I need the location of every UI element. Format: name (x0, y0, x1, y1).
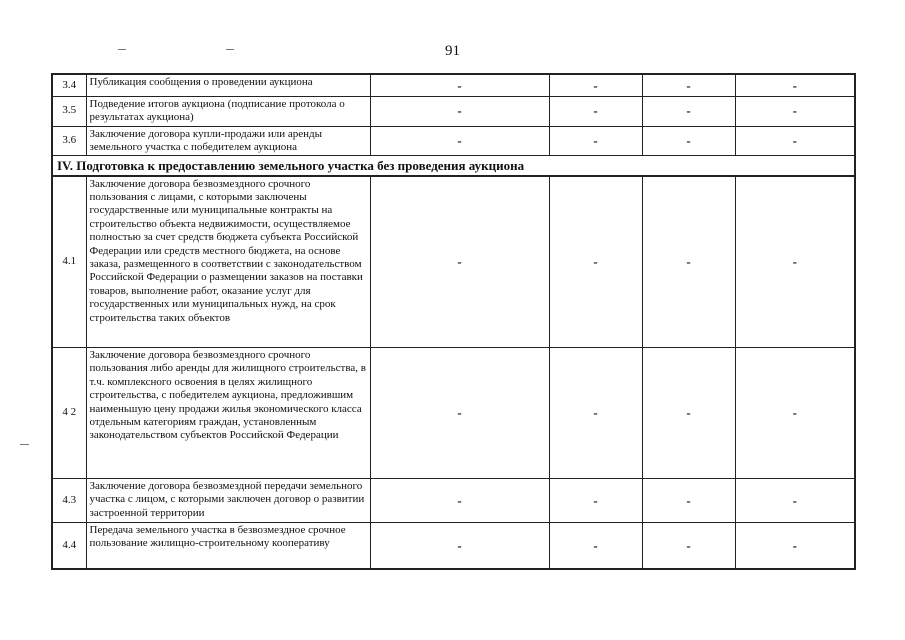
scan-mark (20, 444, 29, 445)
value-cell: - (370, 74, 549, 96)
value-cell: - (549, 348, 642, 479)
document-table (51, 73, 856, 570)
value-cell: - (549, 96, 642, 126)
row-description: Заключение договора безвозмездного срочного пользования с лицами, с которыми заключены государственные или муниципальные контракты на строительство объекта недвижимости, осуществляемое полностью за счет средств бюджета субъекта Российской Федерации или средств местного бюджета, на основе заказа, размещенного в соответствии с законодательством Российской Федерации о размещении заказов на поставки товаров, выполнение работ, оказание услуг для государственных или муниципальных нужд, на срок строительства таких объектов (86, 176, 370, 348)
value-cell: - (549, 126, 642, 155)
row-number: 3.5 (52, 96, 86, 126)
value-cell: - (642, 126, 735, 155)
table-row (52, 176, 855, 348)
row-description: Заключение договора купли-продажи или аренды земельного участка с победителем аукциона (86, 126, 370, 155)
value-cell: - (642, 96, 735, 126)
table-row (52, 348, 855, 479)
value-cell: - (735, 176, 855, 348)
value-cell: - (370, 348, 549, 479)
row-number: 3.6 (52, 126, 86, 155)
page-number: 91 (445, 43, 460, 59)
value-cell: - (735, 126, 855, 155)
row-number: 4.1 (52, 176, 86, 348)
value-cell: - (549, 479, 642, 523)
value-cell: - (735, 96, 855, 126)
value-cell: - (370, 96, 549, 126)
row-description: Публикация сообщения о проведении аукциона (86, 74, 370, 96)
row-number: 4.3 (52, 479, 86, 523)
scan-mark (118, 49, 126, 50)
row-number: 3.4 (52, 74, 86, 96)
row-number: 4 2 (52, 348, 86, 479)
row-description: Заключение договора безвозмездной передачи земельного участка с лицом, с которыми заключен договор о развитии застроенной территории (86, 479, 370, 523)
value-cell: - (735, 479, 855, 523)
table-row (52, 126, 855, 155)
row-description: Передача земельного участка в безвозмездное срочное пользование жилищно-строительному кооперативу (86, 523, 370, 569)
table-row (52, 74, 855, 96)
table-row (52, 479, 855, 523)
table-row (52, 96, 855, 126)
value-cell: - (370, 523, 549, 569)
value-cell: - (642, 176, 735, 348)
section-title: IV. Подготовка к предоставлению земельного участка без проведения аукциона (52, 155, 855, 176)
value-cell: - (549, 74, 642, 96)
value-cell: - (735, 348, 855, 479)
row-description: Подведение итогов аукциона (подписание протокола о результатах аукциона) (86, 96, 370, 126)
value-cell: - (549, 523, 642, 569)
value-cell: - (370, 479, 549, 523)
value-cell: - (370, 126, 549, 155)
value-cell: - (735, 523, 855, 569)
value-cell: - (642, 74, 735, 96)
value-cell: - (642, 523, 735, 569)
row-description: Заключение договора безвозмездного срочного пользования либо аренды для жилищного строительства, в т.ч. комплексного освоения в целях жилищного строительства, с победителем аукциона, предложившим наименьшую цену продажи жилья экономического класса отдельным категориям граждан, установленным законодательством субъектов Российской Федерации (86, 348, 370, 479)
value-cell: - (642, 479, 735, 523)
section-row (52, 155, 855, 176)
value-cell: - (642, 348, 735, 479)
value-cell: - (549, 176, 642, 348)
value-cell: - (735, 74, 855, 96)
row-number: 4.4 (52, 523, 86, 569)
value-cell: - (370, 176, 549, 348)
scan-mark (226, 49, 234, 50)
table-row (52, 523, 855, 569)
